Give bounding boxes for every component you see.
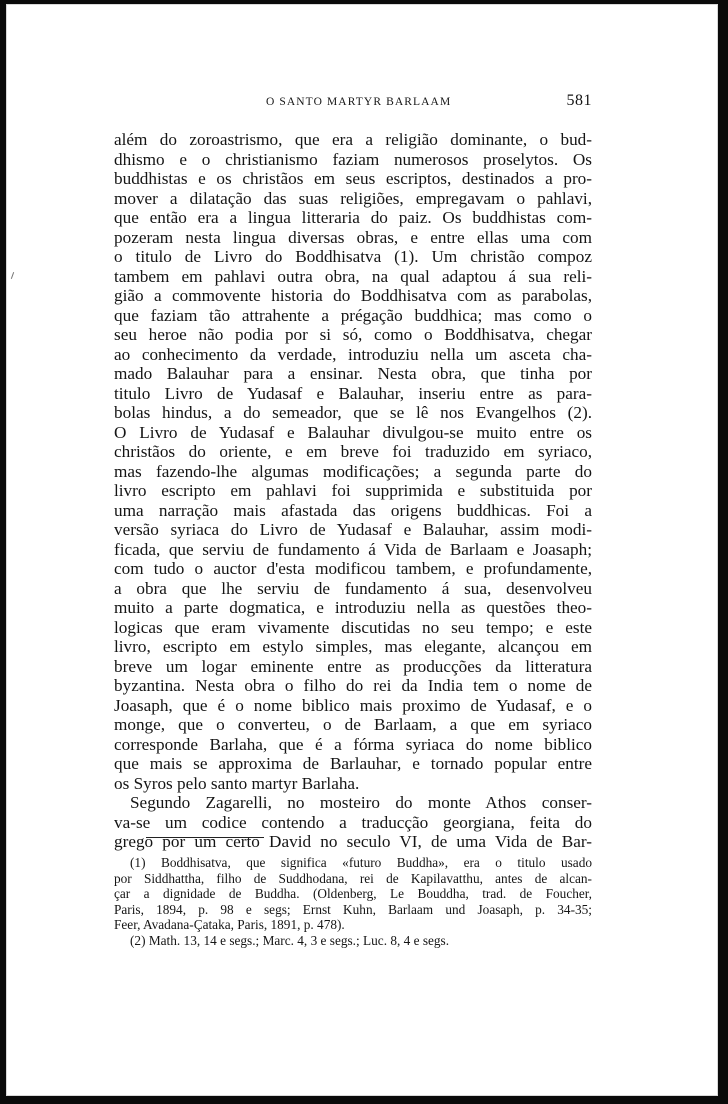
body-line: christãos do oriente, e em breve foi traduzido em syriaco, [114, 442, 592, 461]
body-line: seu heroe não podia por si só, como o Boddhisatva, chegar [114, 325, 592, 344]
body-line: que então era a lingua litteraria do paiz. Os buddhistas com- [114, 208, 592, 227]
margin-speck [11, 272, 14, 279]
page-number: 581 [566, 92, 592, 109]
body-line: breve um logar eminente entre as producções da litteratura [114, 656, 592, 676]
body-line: dhismo e o christianismo faziam numerosos proselytos. Os [114, 149, 592, 169]
footnote-line: Paris, 1894, p. 98 e segs; Ernst Kuhn, Barlaam und Joasaph, p. 34-35; [114, 901, 592, 917]
body-line: pozeram nesta lingua diversas obras, e entre ellas uma com [114, 227, 592, 247]
body-line: ao conhecimento da verdade, introduziu nella um asceta cha- [114, 344, 592, 364]
body-line: uma narração mais afastada das origens buddhicas. Foi a [114, 500, 592, 520]
body-line: versão syriaca do Livro de Yudasaf e Balauhar, assim modi- [114, 520, 592, 539]
body-line: além do zoroastrismo, que era a religião dominante, o bud- [114, 130, 592, 149]
body-line: a obra que lhe serviu de fundamento á sua, desenvolveu [114, 578, 592, 598]
body-line: que mais se approxima de Barlauhar, e tornado popular entre [114, 754, 592, 773]
running-title: O SANTO MARTYR BARLAAM [266, 96, 452, 108]
body-line: muito a parte dogmatica, e introduziu nella as questões theo- [114, 598, 592, 617]
body-line: gião a commovente historia do Boddhisatva com as parabolas, [114, 286, 592, 305]
body-line: Segundo Zagarelli, no mosteiro do monte Athos conser- [130, 793, 592, 812]
body-line: mover a dilatação das suas religiões, empregavam o pahlavi, [114, 188, 592, 208]
body-line: monge, que o converteu, o de Barlaam, a que em syriaco [114, 715, 592, 734]
footnote-rule [146, 837, 264, 838]
body-line: corresponde Barlaha, que é a fórma syriaca do nome biblico [114, 734, 592, 754]
body-line: logicas que eram vivamente discutidas no seu tempo; e este [114, 617, 592, 637]
body-line: tambem em pahlavi outra obra, na qual adaptou á sua reli- [114, 266, 592, 286]
body-line: bolas hindus, a do semeador, que se lê nos Evangelhos (2). [114, 403, 592, 422]
body-line: ficada, que serviu de fundamento á Vida de Barlaam e Joasaph; [114, 539, 592, 559]
body-line: com tudo o auctor d'esta modificou tambem, e profundamente, [114, 559, 592, 578]
body-line: livro, escripto em estylo simples, mas elegante, alcançou em [114, 637, 592, 656]
body-text [114, 130, 592, 852]
body-line: os Syros pelo santo martyr Barlaha. [114, 773, 360, 793]
body-line: byzantina. Nesta obra o filho do rei da India tem o nome de [114, 676, 592, 695]
body-line: titulo Livro de Yudasaf e Balauhar, inseriu entre as para- [114, 383, 592, 403]
footnote-line: Feer, Avadana-Çataka, Paris, 1891, p. 478). [114, 917, 345, 933]
footnote-line: por Siddhattha, filho de Suddhodana, rei de Kapilavatthu, antes de alcan- [114, 870, 592, 886]
body-line: va-se um codice contendo a traducção georgiana, feita do [114, 812, 592, 832]
book-page [6, 4, 718, 1096]
footnote-line: (1) Boddhisatva, que significa «futuro Buddha», era o titulo usado [130, 855, 592, 870]
body-line: que faziam tão attrahente a prégação buddhica; mas como o [114, 305, 592, 325]
body-line: O Livro de Yudasaf e Balauhar divulgou-se muito entre os [114, 422, 592, 442]
body-line: mas fazendo-lhe algumas modificações; a segunda parte do [114, 461, 592, 481]
body-line: o titulo de Livro do Boddhisatva (1). Um christão compoz [114, 247, 592, 266]
footnote-line: (2) Math. 13, 14 e segs.; Marc. 4, 3 e segs.; Luc. 8, 4 e segs. [130, 932, 450, 948]
footnotes [114, 855, 592, 949]
body-line: mado Balauhar para a ensinar. Nesta obra, que tinha por [114, 364, 592, 383]
running-head [114, 92, 592, 114]
body-line: livro escripto em pahlavi foi supprimida e substituida por [114, 481, 592, 500]
body-line: grego por um certo David no seculo VI, de uma Vida de Bar- [114, 832, 592, 851]
footnote-line: çar a dignidade de Buddha. (Oldenberg, Le Bouddha, trad. de Foucher, [114, 886, 592, 902]
body-line: buddhistas e os christãos em seus escriptos, destinados a pro- [114, 169, 592, 188]
body-line: Joasaph, que é o nome biblico mais proximo de Yudasaf, e o [114, 695, 592, 715]
